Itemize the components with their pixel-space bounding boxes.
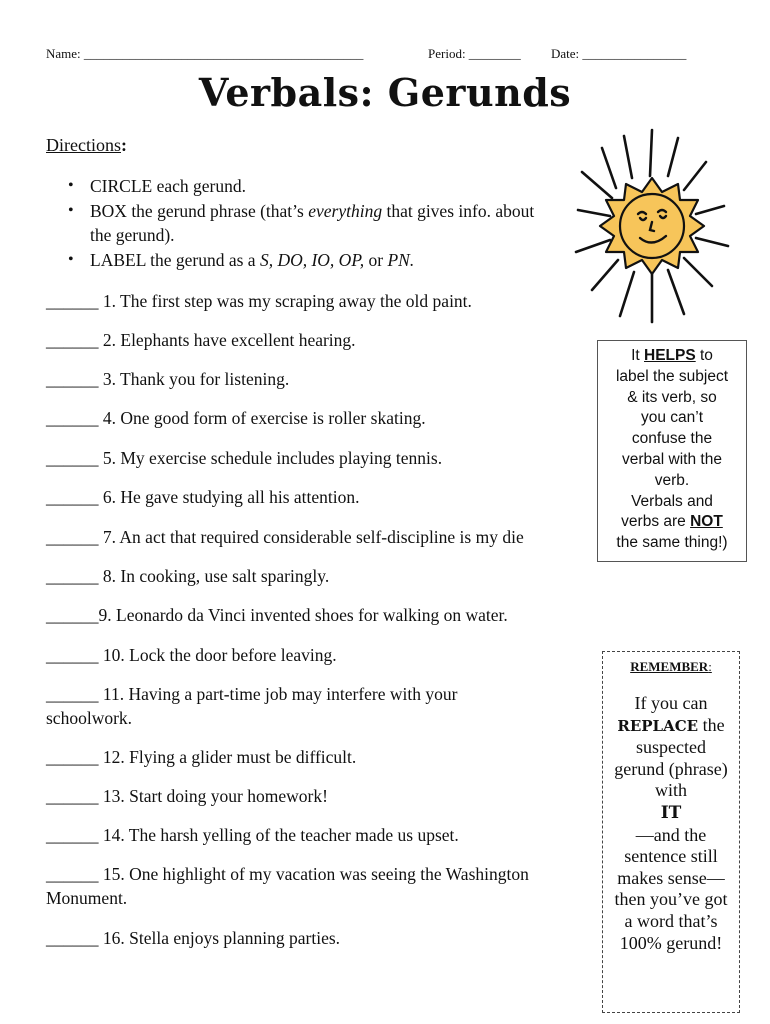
helps-note-box: It HELPS to label the subject & its verb, so you can’t confuse the verbal with the verb. Verbals and verbs are NOT the same thing!) xyxy=(597,340,747,562)
sun-clipart-icon xyxy=(572,126,732,326)
direction-item-label: • LABEL the gerund as a S, DO, IO, OP, or PN. xyxy=(46,248,536,272)
direction-item-box: • BOX the gerund phrase (that’s everything that gives info. about the gerund). xyxy=(46,199,536,247)
question-15[interactable]: ______ 15. One highlight of my vacation was seeing the Washington Monument. xyxy=(46,864,529,908)
question-13[interactable]: ______ 13. Start doing your homework! xyxy=(46,786,328,806)
question-6[interactable]: ______ 6. He gave studying all his attention. xyxy=(46,487,360,507)
question-2[interactable]: ______ 2. Elephants have excellent hearing. xyxy=(46,330,356,350)
question-16[interactable]: ______ 16. Stella enjoys planning parties. xyxy=(46,928,341,948)
remember-text: If you can REPLACE the suspected gerund (phrase) with IT —and the sentence still makes sense—then you’ve got a word that’s 100% gerund! xyxy=(614,693,728,953)
question-8[interactable]: ______ 8. In cooking, use salt sparingly. xyxy=(46,566,330,586)
directions-label: Directions: xyxy=(46,135,127,155)
date-field[interactable]: Date: ________________ xyxy=(551,46,687,61)
remember-title: REMEMBER: xyxy=(630,659,712,674)
question-3[interactable]: ______ 3. Thank you for listening. xyxy=(46,369,290,389)
question-12[interactable]: ______ 12. Flying a glider must be difficult. xyxy=(46,747,357,767)
name-field[interactable]: Name: ___________________________________________ xyxy=(46,46,364,61)
direction-item-circle: • CIRCLE each gerund. xyxy=(46,174,536,198)
question-14[interactable]: ______ 14. The harsh yelling of the teacher made us upset. xyxy=(46,825,459,845)
question-10[interactable]: ______ 10. Lock the door before leaving. xyxy=(46,645,337,665)
directions-list xyxy=(46,174,536,273)
question-9[interactable]: ______9. Leonardo da Vinci invented shoes for walking on water. xyxy=(46,605,508,625)
question-4[interactable]: ______ 4. One good form of exercise is roller skating. xyxy=(46,408,426,428)
remember-note-box xyxy=(602,651,740,1013)
question-11[interactable]: ______ 11. Having a part-time job may interfere with your schoolwork. xyxy=(46,684,458,728)
question-7[interactable]: ______ 7. An act that required considerable self-discipline is my die xyxy=(46,527,524,547)
question-5[interactable]: ______ 5. My exercise schedule includes playing tennis. xyxy=(46,448,443,468)
page-title: Verbals: Gerunds xyxy=(198,70,572,115)
question-1[interactable]: ______ 1. The first step was my scraping away the old paint. xyxy=(46,291,472,311)
period-field[interactable]: Period: ________ xyxy=(428,46,521,61)
